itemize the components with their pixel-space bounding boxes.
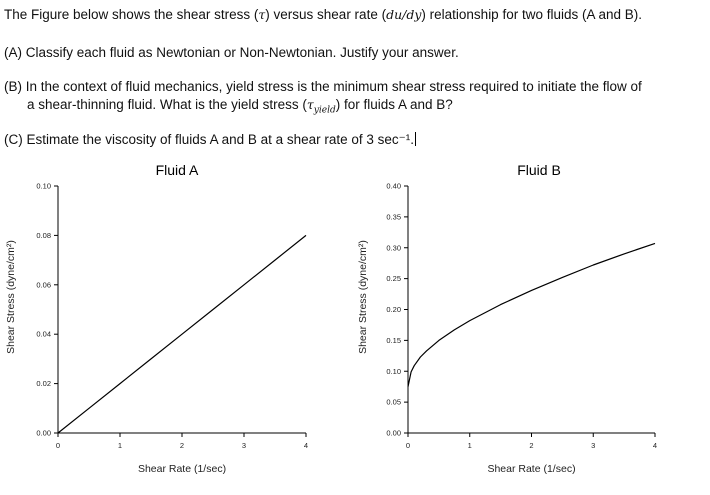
y-tick-label: 0.04: [36, 329, 51, 339]
yield-subscript: yield: [313, 105, 336, 116]
y-tick-label: 0.06: [36, 280, 51, 290]
y-tick-label: 0.10: [386, 366, 401, 376]
x-tick-label: 1: [467, 441, 472, 450]
x-tick-label: 4: [652, 441, 658, 450]
chart-title: Fluid B: [517, 162, 561, 178]
x-tick-label: 4: [303, 441, 309, 450]
chart-title: Fluid A: [155, 162, 199, 178]
y-tick-label: 0.25: [386, 274, 401, 284]
part-b-text-1: a shear-thinning fluid. What is the yield stress (: [27, 97, 307, 112]
y-tick-label: 0.20: [386, 305, 401, 314]
part-b-text-2: ) for fluids A and B?: [335, 97, 453, 112]
x-tick-label: 0: [55, 441, 61, 450]
y-tick-label: 0.10: [36, 181, 51, 191]
series-line: [58, 235, 306, 433]
y-tick-label: 0.15: [386, 335, 401, 345]
y-tick-label: 0.35: [386, 212, 401, 222]
y-tick-label: 0.30: [386, 243, 401, 253]
y-tick-label: 0.02: [36, 379, 51, 389]
question-part-a: (A) Classify each fluid as Newtonian or Non-Newtonian. Justify your answer.: [4, 45, 459, 60]
intro-text-1: The Figure below shows the shear stress (: [4, 7, 259, 22]
x-tick-label: 0: [405, 441, 411, 450]
y-axis-label: Shear Stress (dyne/cm²): [5, 240, 17, 354]
x-tick-label: 2: [179, 441, 185, 450]
x-tick-label: 3: [241, 441, 247, 450]
intro-text-3: ) relationship for two fluids (A and B).: [421, 7, 643, 22]
tau-yield-symbol: τ: [306, 97, 314, 112]
y-tick-label: 0.05: [386, 397, 401, 407]
y-tick-label: 0.00: [36, 428, 51, 438]
series-line: [408, 243, 655, 386]
shear-rate-symbol: du/dy: [386, 7, 422, 22]
x-tick-label: 2: [529, 441, 534, 450]
x-axis-label: Shear Rate (1/sec): [137, 463, 227, 475]
y-tick-label: 0.40: [386, 181, 401, 191]
y-axis-label: Shear Stress (dyne/cm²): [357, 240, 369, 354]
question-part-b-line1: (B) In the context of fluid mechanics, yield stress is the minimum shear stress required to initiate the flow of: [4, 79, 642, 94]
x-tick-label: 1: [117, 441, 123, 450]
tau-symbol: τ: [258, 7, 266, 22]
y-tick-label: 0.00: [386, 428, 401, 438]
x-tick-label: 3: [591, 441, 596, 450]
x-axis-label: Shear Rate (1/sec): [487, 463, 576, 475]
y-tick-label: 0.08: [36, 230, 51, 240]
part-c-text: (C) Estimate the viscosity of fluids A and B at a shear rate of 3 sec⁻¹.: [4, 132, 415, 147]
intro-text-2: ) versus shear rate (: [265, 7, 387, 22]
